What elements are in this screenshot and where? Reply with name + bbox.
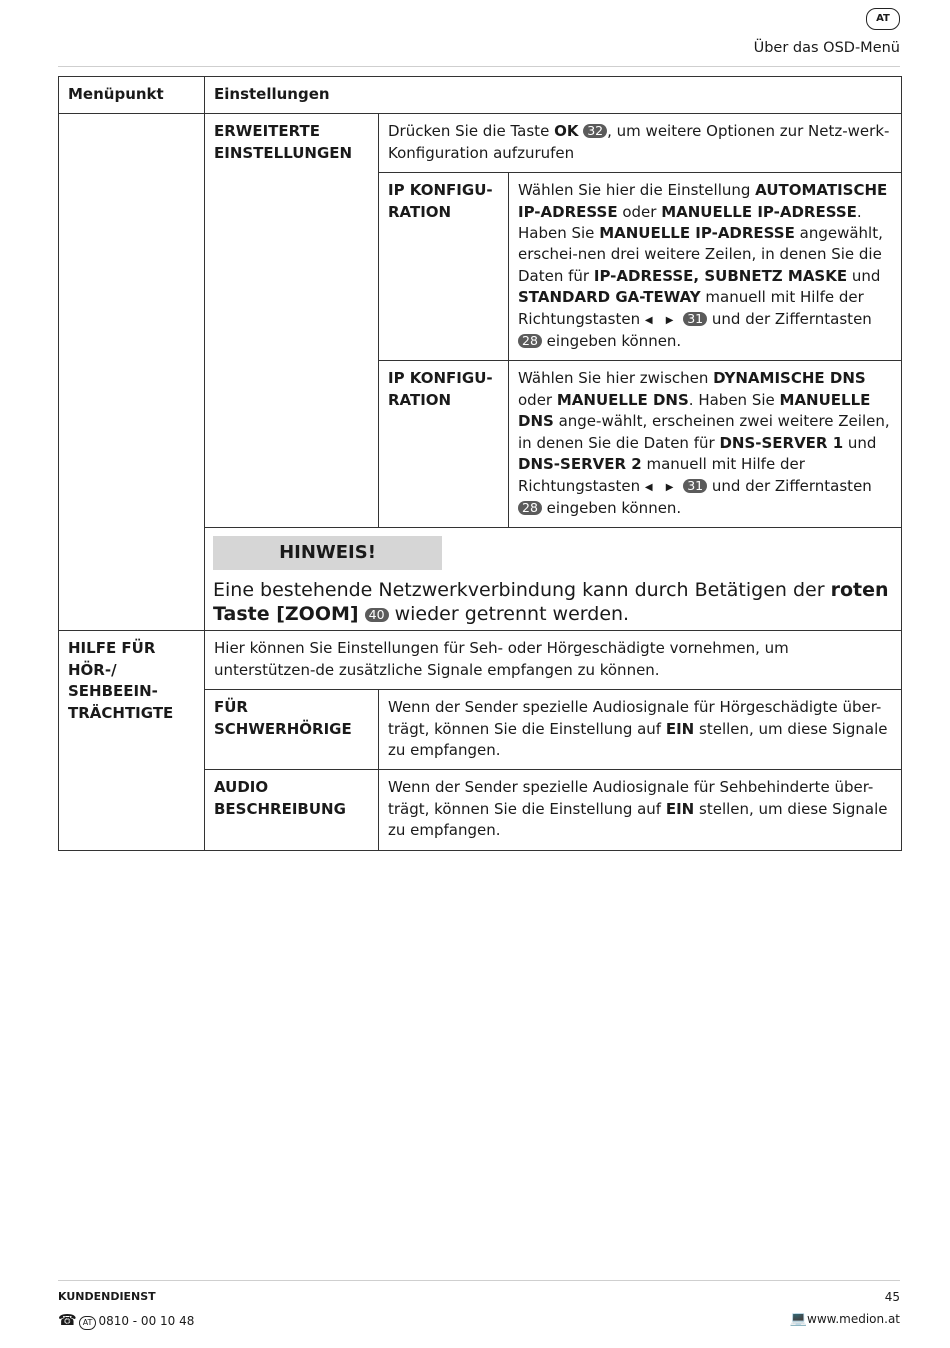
- phone-number: 0810 - 00 10 48: [98, 1314, 195, 1328]
- service-label: KUNDENDIENST: [58, 1290, 156, 1303]
- note-box: [205, 528, 902, 631]
- table-row: [59, 631, 902, 690]
- arrow-keys-icon: ◀ ▶: [644, 314, 679, 326]
- key-icon: 31: [683, 312, 707, 326]
- row-desc-schwerhoerige: Wenn der Sender spezielle Audiosignale für Hörgeschädigte über-trägt, können Sie die Einstellung auf EIN stellen, um diese Signale zu empfangen.: [379, 690, 902, 770]
- website: [790, 1311, 900, 1327]
- note-text: Eine bestehende Netzwerkverbindung kann durch Betätigen der roten Taste [ZOOM] 40 wieder getrennt werden.: [213, 579, 889, 626]
- website-link[interactable]: www.medion.at: [807, 1312, 900, 1326]
- table-row: [59, 114, 902, 173]
- arrow-keys-icon: ◀ ▶: [644, 481, 679, 493]
- key-icon: 31: [683, 479, 707, 493]
- row-label-ip-config-2: IP KONFIGU-RATION: [379, 361, 509, 528]
- menu-label-hilfe: HILFE FÜR HÖR-/ SEHBEEIN-TRÄCHTIGTE: [59, 631, 205, 850]
- footer-divider: [58, 1280, 900, 1281]
- row-label-schwerhoerige: FÜR SCHWERHÖRIGE: [205, 690, 379, 770]
- key-icon: 28: [518, 501, 542, 515]
- header-divider: [58, 66, 900, 67]
- key-icon: 28: [518, 334, 542, 348]
- row-label-ip-config-1: IP KONFIGU-RATION: [379, 173, 509, 361]
- page-number: 45: [884, 1290, 900, 1304]
- service-phone: [58, 1311, 194, 1330]
- country-badge: AT: [866, 8, 900, 30]
- note-title: HINWEIS!: [213, 536, 442, 570]
- row-label-audio: AUDIO BESCHREIBUNG: [205, 770, 379, 850]
- table-header-row: [59, 77, 902, 114]
- row-desc-ip-config-1: Wählen Sie hier die Einstellung AUTOMATISCHE IP-ADRESSE oder MANUELLE IP-ADRESSE. Haben Sie MANUELLE IP-ADRESSE angewählt, erschei-nen drei weitere Zeilen, in denen Sie die Daten für IP-ADRESSE, SUBNETZ MASKE und STANDARD GA-TEWAY manuell mit Hilfe der Richtungstasten ◀ ▶ 31 und der Zifferntasten 28 eingeben können.: [509, 173, 902, 361]
- menu-cell-empty: [59, 114, 205, 631]
- col-header-settings: Einstellungen: [205, 77, 902, 114]
- row-desc-ip-config-2: Wählen Sie hier zwischen DYNAMISCHE DNS oder MANUELLE DNS. Haben Sie MANUELLE DNS ange-wählt, erscheinen zwei weitere Zeilen, in denen Sie die Daten für DNS-SERVER 1 und DNS-SERVER 2 manuell mit Hilfe der Richtungstasten ◀ ▶ 31 und der Zifferntasten 28 eingeben können.: [509, 361, 902, 528]
- row-desc-audio: Wenn der Sender spezielle Audiosignale für Sehbehinderte über-trägt, können Sie die Einstellung auf EIN stellen, um diese Signale zu empfangen.: [379, 770, 902, 850]
- key-icon: 40: [365, 608, 389, 622]
- row-desc-erweiterte: Drücken Sie die Taste OK 32 , um weitere Optionen zur Netz-werk-Konfiguration aufzurufen: [379, 114, 902, 173]
- row-label-erweiterte: ERWEITERTE EINSTELLUNGEN: [205, 114, 379, 528]
- key-icon: 32: [583, 124, 607, 138]
- row-desc-hilfe: Hier können Sie Einstellungen für Seh- oder Hörgeschädigte vornehmen, um unterstützen-de zusätzliche Signale empfangen zu können.: [205, 631, 902, 690]
- country-badge-small: AT: [79, 1316, 97, 1330]
- section-title: Über das OSD-Menü: [753, 40, 900, 56]
- col-header-menu-item: Menüpunkt: [59, 77, 205, 114]
- phone-icon: ☎: [58, 1311, 77, 1329]
- laptop-icon: 💻: [789, 1311, 807, 1327]
- settings-table: [58, 76, 902, 851]
